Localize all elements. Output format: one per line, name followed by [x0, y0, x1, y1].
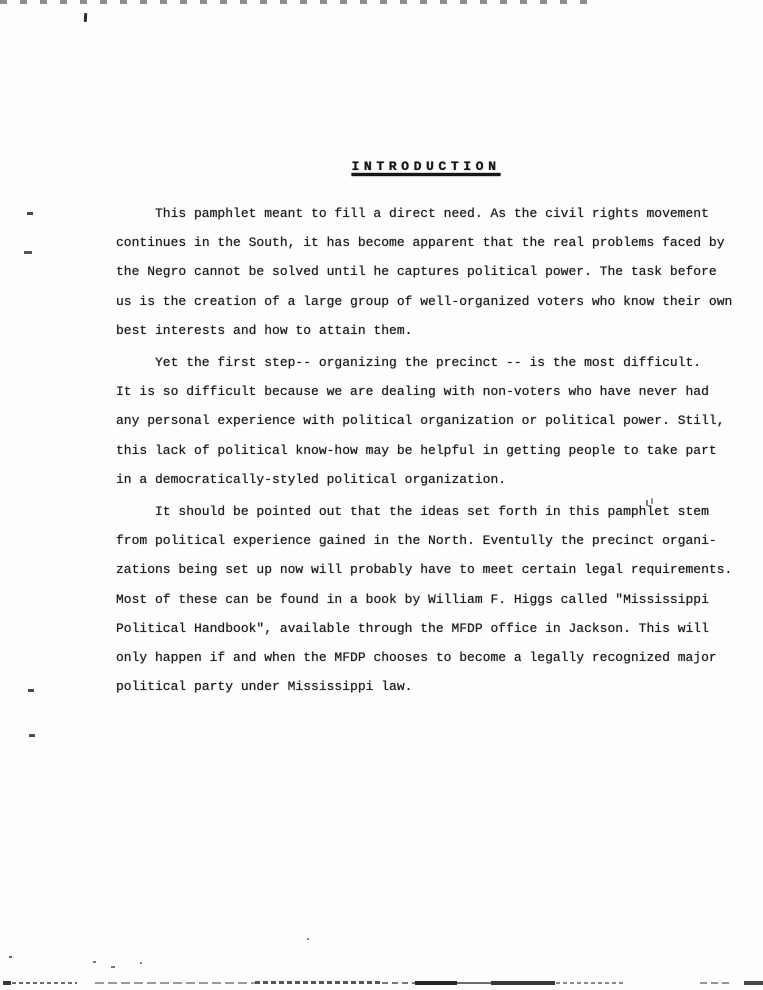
text-line: from political experience gained in the North. Eventully the precinct organi- — [116, 533, 717, 549]
scan-edge-segment — [3, 981, 11, 985]
ink-speck — [24, 251, 32, 254]
text-line: only happen if and when the MFDP chooses to become a legally recognized major — [116, 650, 717, 666]
ink-speck — [27, 212, 33, 215]
scan-edge-segment — [95, 982, 255, 984]
text-line: continues in the South, it has become apparent that the real problems faced by — [116, 235, 725, 251]
ink-speck — [29, 734, 35, 737]
text-line: the Negro cannot be solved until he captures political power. The task before — [116, 264, 717, 280]
text-line: Most of these can be found in a book by William F. Higgs called "Mississippi — [116, 591, 709, 607]
text-line: in a democratically-styled political organization. — [116, 471, 507, 487]
scan-edge-bottom — [0, 980, 763, 986]
text-line: zations being set up now will probably have to meet certain legal requirements. — [116, 562, 733, 578]
ink-speck — [307, 938, 309, 940]
ink-speck — [111, 966, 115, 968]
scan-edge-segment — [382, 982, 417, 984]
page-title-text: INTRODUCTION — [351, 159, 501, 174]
text-line: It should be pointed out that the ideas set forth in this pamphlet stem — [155, 504, 709, 520]
text-line: this lack of political know-how may be helpful in getting people to take part — [116, 442, 717, 458]
scan-edge-segment — [457, 982, 491, 984]
text-line: us is the creation of a large group of well-organized voters who know their own — [116, 293, 733, 309]
scan-edge-top — [0, 0, 600, 4]
text-line: political party under Mississippi law. — [116, 679, 413, 695]
text-line: This pamphlet meant to fill a direct need. As the civil rights movement — [155, 206, 709, 221]
text-line: Yet the first step-- organizing the precinct -- is the most difficult. — [155, 355, 702, 371]
text-line: Political Handbook", available through the MFDP office in Jackson. This will — [116, 620, 709, 636]
scan-edge-segment — [415, 981, 457, 985]
text-line: best interests and how to attain them. — [116, 322, 413, 338]
scan-edge-segment — [700, 982, 732, 984]
scan-edge-segment — [255, 981, 380, 984]
ink-speck — [140, 962, 142, 964]
text-line: any personal experience with political organization or political power. Still, — [116, 413, 725, 429]
ink-speck — [28, 689, 34, 692]
ink-speck — [9, 956, 12, 958]
text-line: It is so difficult because we are dealing with non-voters who have never had — [116, 384, 709, 400]
scan-edge-segment — [744, 981, 763, 985]
ink-speck — [93, 961, 96, 963]
document-body — [116, 199, 746, 701]
page-title — [116, 157, 736, 175]
paragraph — [116, 348, 746, 494]
paragraph — [116, 199, 746, 345]
ink-speck — [84, 13, 87, 22]
scan-edge-segment — [556, 982, 626, 984]
paragraph — [116, 497, 746, 701]
scan-edge-segment — [12, 982, 77, 984]
scan-edge-segment — [491, 981, 555, 985]
